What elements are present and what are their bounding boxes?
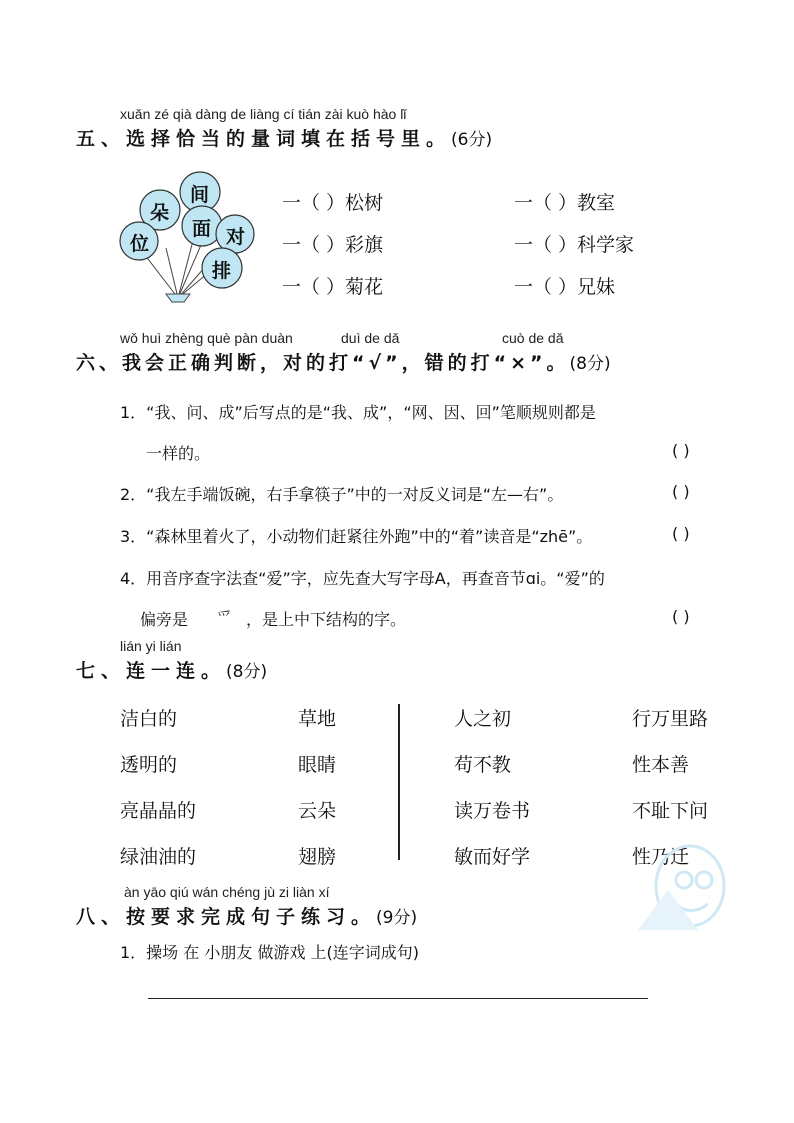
balloon-label: 对 <box>226 226 246 248</box>
sec6-pinyin: duì de dǎ <box>341 330 400 346</box>
match-word[interactable]: 透明的 <box>120 754 178 776</box>
sec5-title-text: 五、选择恰当的量词填在括号里。 <box>76 128 452 150</box>
judge-item-3: 3．“森林里着火了，小动物们赶紧往外跑”中的“着”读音是“zhē”。 <box>120 527 593 546</box>
sec8-title <box>76 902 417 929</box>
measure-blank[interactable]: 一（ ）菊花 <box>282 276 384 298</box>
sec5-title <box>76 124 492 151</box>
sec6-title-text: 六、我会正确判断，对的打“√”，错的打“×”。 <box>76 352 570 374</box>
sec8-title-text: 八、按要求完成句子练习。 <box>76 906 377 928</box>
sec7-pinyin: lián yi lián <box>120 638 182 654</box>
mascot-watermark <box>628 830 728 930</box>
sentence-task-1: 1．操场 在 小朋友 做游戏 上(连字词成句) <box>120 943 420 962</box>
judge-item-2: 2．“我左手端饭碗，右手拿筷子”中的一对反义词是“左—右”。 <box>120 485 564 504</box>
match-word[interactable]: 绿油油的 <box>120 846 197 868</box>
answer-paren[interactable]: ( ) <box>672 524 690 543</box>
sec5-pinyin: xuǎn zé qià dàng de liàng cí tián zài kuò hào lǐ <box>120 106 407 122</box>
judge-item-1: 1．“我、问、成”后写点的是“我、成”，“网、因、回”笔顺规则都是 <box>120 403 596 422</box>
judge-item-4-cont: 偏旁是 <box>140 610 189 629</box>
sec6-title <box>76 348 611 375</box>
judge-item-1-cont: 一样的。 <box>146 444 211 463</box>
match-word[interactable]: 人之初 <box>454 708 512 730</box>
answer-paren[interactable]: ( ) <box>672 607 690 626</box>
match-word[interactable]: 性乃迁 <box>632 846 690 868</box>
measure-blank[interactable]: 一（ ）科学家 <box>514 234 635 256</box>
sec5-score: (6分) <box>451 130 493 150</box>
radical-glyph: 爫 <box>216 608 233 627</box>
answer-line[interactable] <box>148 998 648 999</box>
match-word[interactable]: 读万卷书 <box>454 800 531 822</box>
measure-blank[interactable]: 一（ ）兄妹 <box>514 276 616 298</box>
sec6-pinyin: wǒ huì zhèng què pàn duàn <box>120 330 293 346</box>
column-divider <box>398 704 400 860</box>
match-word[interactable]: 性本善 <box>632 754 690 776</box>
sec7-title-text: 七、连一连。 <box>76 660 227 682</box>
measure-blank[interactable]: 一（ ）彩旗 <box>282 234 384 256</box>
match-word[interactable]: 苟不教 <box>454 754 512 776</box>
balloon-label: 面 <box>192 218 212 240</box>
sec6-pinyin: cuò de dǎ <box>502 330 564 346</box>
sec7-score: (8分) <box>226 662 268 682</box>
sec8-score: (9分) <box>376 908 418 928</box>
match-word[interactable]: 敏而好学 <box>454 846 531 868</box>
balloon-label: 位 <box>130 233 150 255</box>
answer-paren[interactable]: ( ) <box>672 482 690 501</box>
measure-blank[interactable]: 一（ ）松树 <box>282 192 384 214</box>
match-word[interactable]: 云朵 <box>298 800 337 822</box>
match-word[interactable]: 草地 <box>298 708 337 730</box>
sec7-title <box>76 656 267 683</box>
balloon-label: 朵 <box>150 202 170 224</box>
answer-paren[interactable]: ( ) <box>672 441 690 460</box>
match-word[interactable]: 眼睛 <box>298 754 337 776</box>
match-word[interactable]: 翅膀 <box>298 846 337 868</box>
measure-blank[interactable]: 一（ ）教室 <box>514 192 616 214</box>
sec8-pinyin: àn yāo qiú wán chéng jù zi liàn xí <box>124 884 330 900</box>
judge-item-4: 4．用音序查字法查“爱”字，应先查大写字母A，再查音节ɑi。“爱”的 <box>120 569 605 588</box>
judge-item-4-cont2: ，是上中下结构的字。 <box>246 610 407 629</box>
match-word[interactable]: 行万里路 <box>632 708 709 730</box>
match-word[interactable]: 亮晶晶的 <box>120 800 197 822</box>
balloon-label: 间 <box>190 184 210 206</box>
sec6-score: (8分) <box>569 354 611 374</box>
balloon-label: 排 <box>212 260 232 282</box>
match-word[interactable]: 不耻下问 <box>632 800 709 822</box>
match-word[interactable]: 洁白的 <box>120 708 178 730</box>
